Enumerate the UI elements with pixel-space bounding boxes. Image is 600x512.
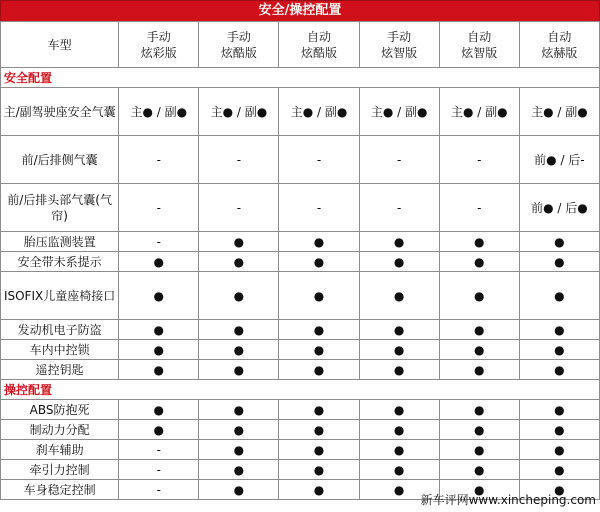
feature-value: ●	[439, 252, 519, 272]
table-row	[1, 460, 600, 480]
feature-value: -	[199, 136, 279, 184]
feature-value: -	[279, 136, 359, 184]
feature-value: ●	[279, 360, 359, 380]
feature-value: ●	[279, 440, 359, 460]
feature-value: ●	[359, 320, 439, 340]
feature-value: ●	[519, 232, 599, 252]
feature-value: ●	[439, 320, 519, 340]
table-row	[1, 400, 600, 420]
feature-label: 制动力分配	[1, 420, 119, 440]
feature-value: ●	[199, 360, 279, 380]
table-row	[1, 440, 600, 460]
feature-value: ●	[119, 400, 199, 420]
feature-label: 刹车辅助	[1, 440, 119, 460]
feature-value: ●	[359, 420, 439, 440]
feature-value: ●	[279, 420, 359, 440]
feature-value: ●	[279, 320, 359, 340]
feature-value: -	[279, 184, 359, 232]
feature-value: ●	[519, 480, 599, 500]
table-title: 安全/操控配置	[0, 0, 600, 22]
feature-value: ●	[359, 400, 439, 420]
feature-value: 前● / 后●	[519, 184, 599, 232]
feature-label: 车身稳定控制	[1, 480, 119, 500]
feature-label: 前/后排头部气囊(气帘)	[1, 184, 119, 232]
feature-value: ●	[359, 252, 439, 272]
feature-value: 主● / 副●	[359, 88, 439, 136]
trim-trans: 手动	[387, 29, 412, 44]
spec-table	[0, 21, 600, 500]
table-row	[1, 420, 600, 440]
trim-header	[199, 22, 279, 68]
feature-value: -	[359, 184, 439, 232]
feature-value: 主● / 副●	[439, 88, 519, 136]
table-row	[1, 184, 600, 232]
table-row	[1, 320, 600, 340]
feature-value: ●	[359, 340, 439, 360]
feature-value: ●	[519, 440, 599, 460]
feature-value: -	[119, 184, 199, 232]
feature-value: ●	[519, 252, 599, 272]
feature-value: ●	[199, 272, 279, 320]
feature-value: -	[439, 136, 519, 184]
trim-name: 炫智版	[381, 45, 418, 60]
feature-value: ●	[199, 440, 279, 460]
trim-name: 炫赫版	[541, 45, 578, 60]
feature-value: ●	[279, 340, 359, 360]
feature-value: ●	[439, 420, 519, 440]
feature-value: ●	[359, 360, 439, 380]
feature-value: ●	[519, 400, 599, 420]
feature-value: ●	[359, 460, 439, 480]
table-row	[1, 252, 600, 272]
feature-value: ●	[439, 340, 519, 360]
trim-trans: 自动	[467, 29, 492, 44]
feature-value: ●	[439, 460, 519, 480]
feature-value: ●	[199, 460, 279, 480]
section-row	[1, 380, 600, 400]
feature-value: ●	[519, 420, 599, 440]
table-row	[1, 88, 600, 136]
table-row	[1, 360, 600, 380]
feature-label: ABS防抱死	[1, 400, 119, 420]
feature-label: ISOFIX儿童座椅接口	[1, 272, 119, 320]
trim-trans: 手动	[146, 29, 171, 44]
feature-value: ●	[279, 232, 359, 252]
feature-value: ●	[519, 320, 599, 340]
feature-value: ●	[119, 420, 199, 440]
feature-value: -	[119, 460, 199, 480]
feature-label: 牵引力控制	[1, 460, 119, 480]
feature-value: ●	[199, 420, 279, 440]
feature-value: ●	[519, 340, 599, 360]
feature-value: -	[199, 184, 279, 232]
feature-label: 主/副驾驶座安全气囊	[1, 88, 119, 136]
feature-value: ●	[279, 272, 359, 320]
feature-value: ●	[439, 440, 519, 460]
table-row	[1, 136, 600, 184]
trim-name: 炫酷版	[220, 45, 257, 60]
feature-value: 主● / 副●	[199, 88, 279, 136]
feature-value: -	[359, 136, 439, 184]
section-row	[1, 68, 600, 88]
feature-label: 前/后排侧气囊	[1, 136, 119, 184]
source-watermark: 新车评网www.xincheping.com	[420, 493, 596, 507]
feature-value: -	[119, 480, 199, 500]
table-row	[1, 272, 600, 320]
feature-value: -	[119, 232, 199, 252]
feature-value: -	[119, 440, 199, 460]
feature-value: 前● / 后-	[519, 136, 599, 184]
trim-header	[519, 22, 599, 68]
feature-value: ●	[279, 480, 359, 500]
feature-value: ●	[359, 232, 439, 252]
trim-header	[359, 22, 439, 68]
feature-value: ●	[359, 272, 439, 320]
feature-value: 主● / 副●	[279, 88, 359, 136]
trim-name: 炫酷版	[300, 45, 337, 60]
corner-label: 车型	[1, 22, 119, 68]
feature-value: ●	[279, 252, 359, 272]
feature-label: 遥控钥匙	[1, 360, 119, 380]
trim-trans: 手动	[226, 29, 251, 44]
feature-value: ●	[279, 460, 359, 480]
trim-header	[119, 22, 199, 68]
feature-value: ●	[119, 340, 199, 360]
feature-label: 安全带未系提示	[1, 252, 119, 272]
feature-value: -	[119, 136, 199, 184]
feature-value: ●	[519, 360, 599, 380]
feature-value: ●	[279, 400, 359, 420]
feature-value: ●	[359, 440, 439, 460]
feature-value: ●	[199, 480, 279, 500]
trim-header	[439, 22, 519, 68]
header-row	[1, 22, 600, 68]
feature-value: ●	[359, 480, 439, 500]
trim-header	[279, 22, 359, 68]
feature-label: 胎压监测装置	[1, 232, 119, 252]
feature-value: ●	[119, 360, 199, 380]
table-row	[1, 232, 600, 252]
trim-name: 炫彩版	[140, 45, 177, 60]
trim-trans: 自动	[547, 29, 572, 44]
feature-value: 主● / 副●	[119, 88, 199, 136]
feature-value: ●	[439, 360, 519, 380]
feature-value: ●	[199, 340, 279, 360]
section-title: 操控配置	[1, 380, 600, 400]
feature-value: ●	[439, 480, 519, 500]
feature-value: ●	[199, 400, 279, 420]
feature-value: ●	[119, 252, 199, 272]
feature-value: ●	[519, 272, 599, 320]
feature-value: ●	[199, 320, 279, 340]
feature-value: 主● / 副●	[519, 88, 599, 136]
feature-value: ●	[439, 272, 519, 320]
feature-value: -	[439, 184, 519, 232]
feature-label: 发动机电子防盗	[1, 320, 119, 340]
feature-value: ●	[119, 272, 199, 320]
feature-value: ●	[199, 252, 279, 272]
feature-value: ●	[439, 232, 519, 252]
trim-trans: 自动	[306, 29, 331, 44]
feature-label: 车内中控锁	[1, 340, 119, 360]
feature-value: ●	[199, 232, 279, 252]
trim-name: 炫智版	[461, 45, 498, 60]
feature-value: ●	[119, 320, 199, 340]
feature-value: ●	[439, 400, 519, 420]
table-row	[1, 340, 600, 360]
section-title: 安全配置	[1, 68, 600, 88]
feature-value: ●	[519, 460, 599, 480]
